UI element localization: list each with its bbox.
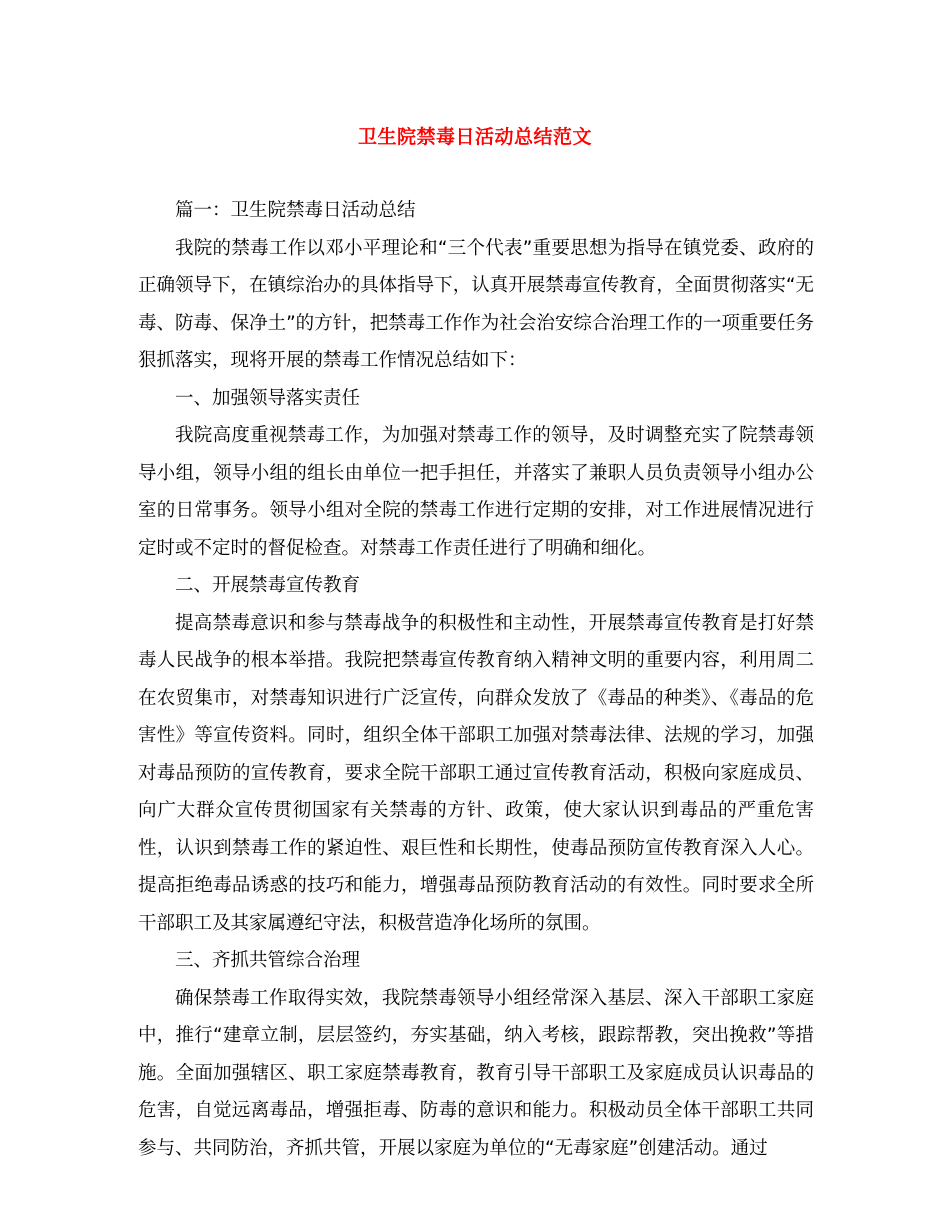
paragraph: 确保禁毒工作取得实效，我院禁毒领导小组经常深入基层、深入干部职工家庭中，推行“建章立制，层层签约，夯实基础，纳入考核，跟踪帮教，突出挽救”等措施。全面加强辖区、职工家庭禁毒教育，教育引导干部职工及家庭成员认识毒品的危害，自觉远离毒品，增强拒毒、防毒的意识和能力。积极动员全体干部职工共同参与、共同防治，齐抓共管，开展以家庭为单位的“无毒家庭”创建活动。通过	[138, 987, 814, 1159]
document-body	[138, 192, 814, 1167]
section-heading: 三、齐抓共管综合治理	[175, 950, 361, 971]
paragraph: 提高禁毒意识和参与禁毒战争的积极性和主动性，开展禁毒宣传教育是打好禁毒人民战争的根本举措。我院把禁毒宣传教育纳入精神文明的重要内容，利用周二在农贸集市，对禁毒知识进行广泛宣传，向群众发放了《毒品的种类》、《毒品的危害性》等宣传资料。同时，组织全体干部职工加强对禁毒法律、法规的学习，加强对毒品预防的宣传教育，要求全院干部职工通过宣传教育活动，积极向家庭成员、向广大群众宣传贯彻国家有关禁毒的方针、政策，使大家认识到毒品的严重危害性，认识到禁毒工作的紧迫性、艰巨性和长期性，使毒品预防宣传教育深入人心。提高拒绝毒品诱惑的技巧和能力，增强毒品预防教育活动的有效性。同时要求全所干部职工及其家属遵纪守法，积极营造净化场所的氛围。	[138, 612, 814, 934]
section-heading: 篇一：卫生院禁毒日活动总结	[175, 200, 416, 221]
section-heading: 二、开展禁毒宣传教育	[175, 575, 361, 596]
section-heading: 一、加强领导落实责任	[175, 387, 361, 409]
paragraph: 我院的禁毒工作以邓小平理论和“三个代表”重要思想为指导在镇党委、政府的正确领导下，在镇综治办的具体指导下，认真开展禁毒宣传教育，全面贯彻落实“无毒、防毒、保净土”的方针，把禁毒工作作为社会治安综合治理工作的一项重要任务狠抓落实，现将开展的禁毒工作情况总结如下：	[138, 237, 814, 371]
document-title: 卫生院禁毒日活动总结范文	[357, 126, 592, 148]
paragraph: 我院高度重视禁毒工作，为加强对禁毒工作的领导，及时调整充实了院禁毒领导小组，领导小组的组长由单位一把手担任，并落实了兼职人员负责领导小组办公室的日常事务。领导小组对全院的禁毒工作进行定期的安排，对工作进展情况进行定时或不定时的督促检查。对禁毒工作责任进行了明确和细化。	[138, 425, 814, 559]
